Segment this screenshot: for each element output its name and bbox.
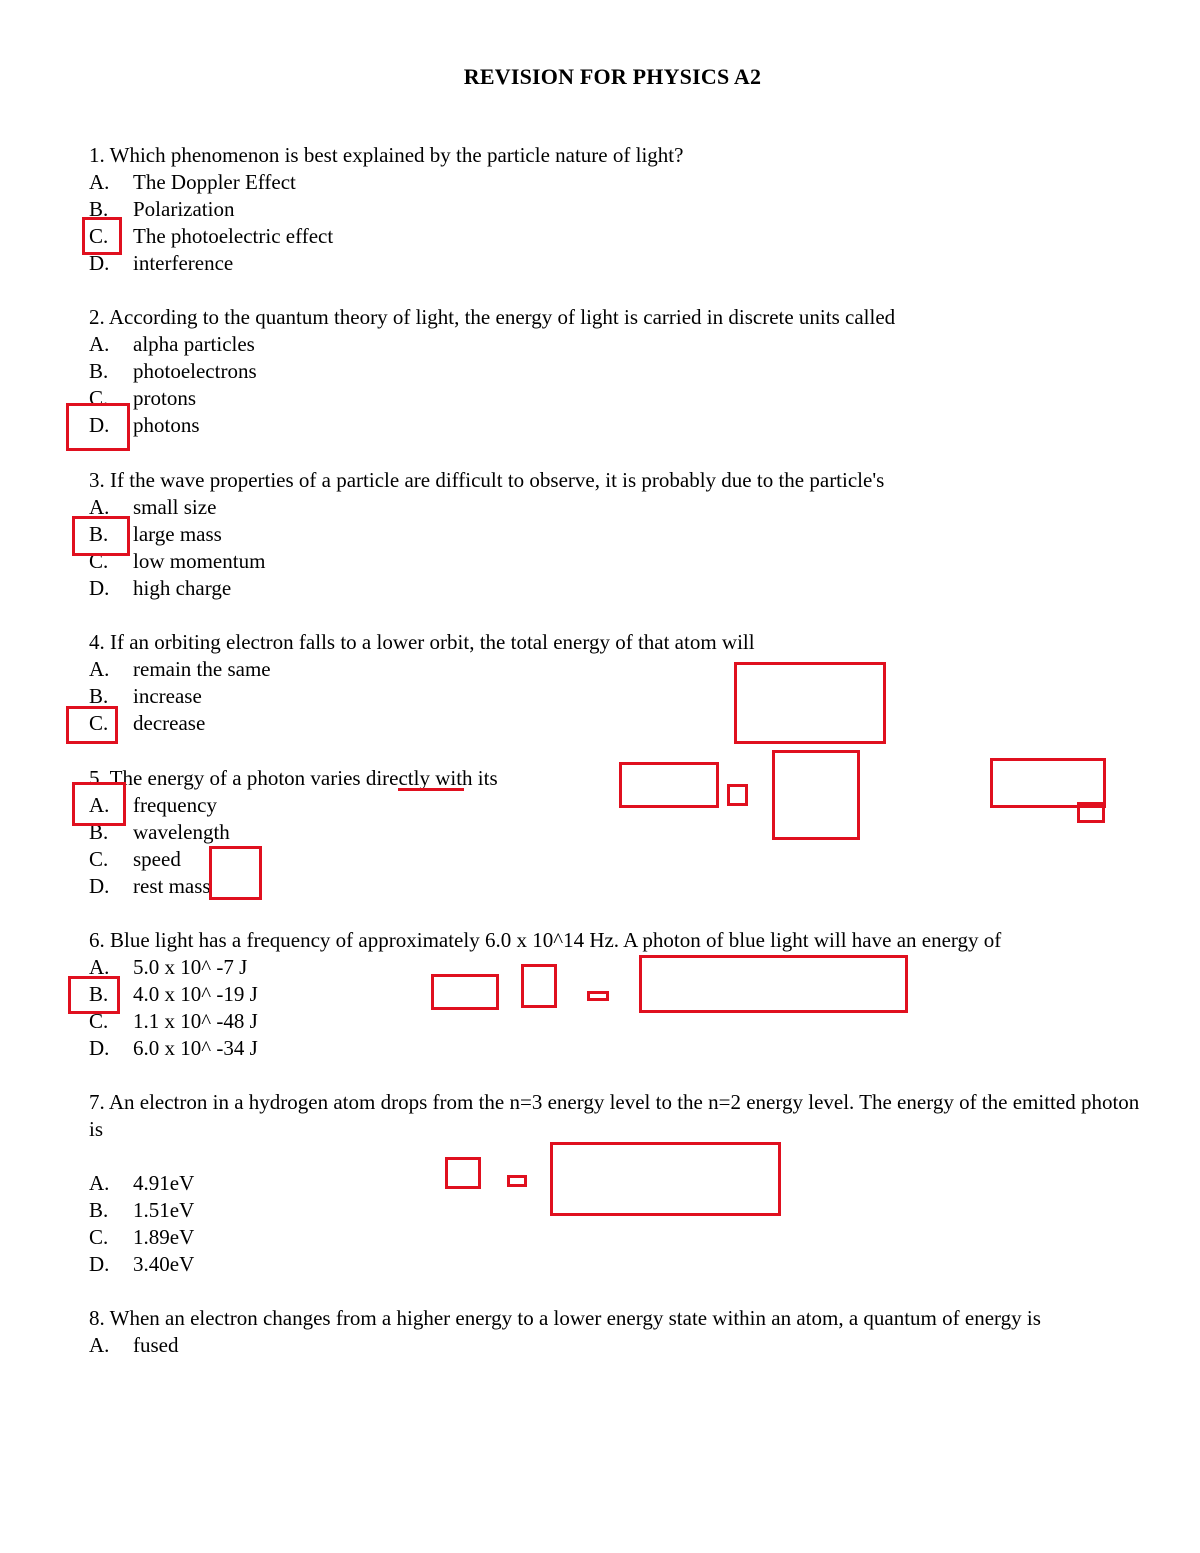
question-5 xyxy=(89,765,1149,900)
option-b: B. increase xyxy=(89,684,202,708)
option-c: C. low momentum xyxy=(89,549,266,573)
question-8 xyxy=(89,1305,1149,1359)
question-text: 5. The energy of a photon varies directly with its xyxy=(89,766,498,790)
option-d: D. photons xyxy=(89,413,200,437)
option-a: A. small size xyxy=(89,495,217,519)
option-a: A. fused xyxy=(89,1333,179,1357)
question-text: 2. According to the quantum theory of light, the energy of light is carried in discrete units called xyxy=(89,305,896,329)
question-6 xyxy=(89,927,1149,1062)
page-title: REVISION FOR PHYSICS A2 xyxy=(463,64,762,89)
option-a: A. alpha particles xyxy=(89,332,255,356)
question-4 xyxy=(89,629,1149,737)
option-c: C. 1.1 x 10^ -48 J xyxy=(89,1009,258,1033)
question-text: 3. If the wave properties of a particle are difficult to observe, it is probably due to the particle's xyxy=(89,468,885,492)
option-d: D. rest mass xyxy=(89,874,211,898)
option-d: D. high charge xyxy=(89,576,232,600)
question-text: 8. When an electron changes from a higher energy to a lower energy state within an atom, a quantum of energy is xyxy=(89,1306,1041,1330)
question-text: 7. An electron in a hydrogen atom drops from the n=3 energy level to the n=2 energy level. The energy of the emitted photon is xyxy=(89,1090,1140,1141)
question-3 xyxy=(89,467,1149,602)
option-a: A. frequency xyxy=(89,793,217,817)
question-2 xyxy=(89,304,1149,439)
option-b: B. 1.51eV xyxy=(89,1198,195,1222)
option-a: A. The Doppler Effect xyxy=(89,170,296,194)
option-b: B. wavelength xyxy=(89,820,230,844)
option-b: B. 4.0 x 10^ -19 J xyxy=(89,982,258,1006)
option-d: D. interference xyxy=(89,251,234,275)
option-d: D. 6.0 x 10^ -34 J xyxy=(89,1036,258,1060)
option-c: C. speed xyxy=(89,847,181,871)
option-a: A. 5.0 x 10^ -7 J xyxy=(89,955,248,979)
question-7 xyxy=(89,1089,1149,1278)
blank-line xyxy=(89,1143,1149,1170)
question-text: 4. If an orbiting electron falls to a lower orbit, the total energy of that atom will xyxy=(89,630,755,654)
option-c: C. decrease xyxy=(89,711,206,735)
option-c: C. protons xyxy=(89,386,196,410)
underline-mark xyxy=(398,788,464,791)
option-a: A. 4.91eV xyxy=(89,1171,195,1195)
option-b: B. large mass xyxy=(89,522,222,546)
option-c: C. The photoelectric effect xyxy=(89,224,334,248)
option-b: B. photoelectrons xyxy=(89,359,257,383)
question-1 xyxy=(89,142,1149,277)
option-d: D. 3.40eV xyxy=(89,1252,195,1276)
option-c: C. 1.89eV xyxy=(89,1225,195,1249)
option-b: B. Polarization xyxy=(89,197,235,221)
question-text: 1. Which phenomenon is best explained by the particle nature of light? xyxy=(89,143,684,167)
question-text: 6. Blue light has a frequency of approximately 6.0 x 10^14 Hz. A photon of blue light will have an energy of xyxy=(89,928,1002,952)
option-a: A. remain the same xyxy=(89,657,271,681)
